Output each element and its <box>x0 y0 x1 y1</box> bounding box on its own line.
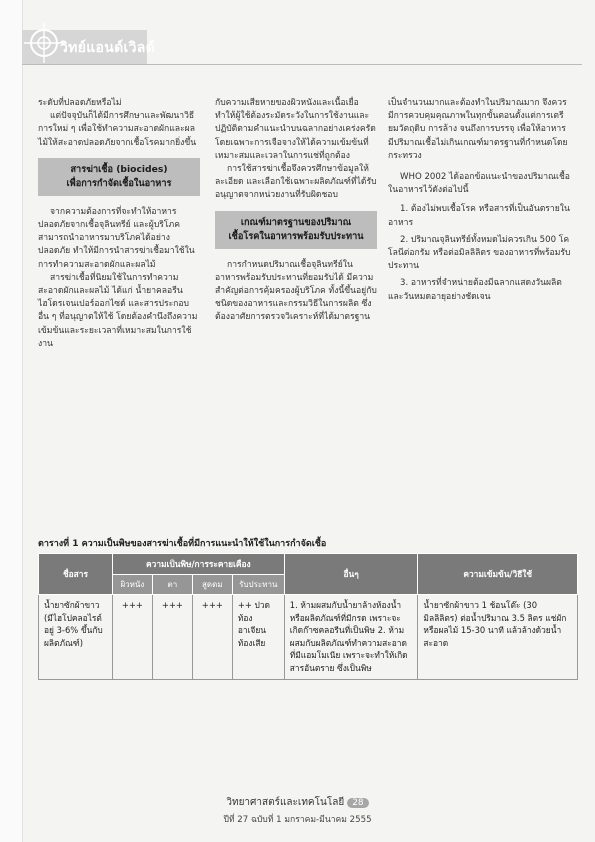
paragraph: สารฆ่าเชื้อที่นิยมใช้ในการทำความสะอาดผักและผลไม้ ได้แก่ น้ำยาคลอรีน ไฮโดรเจนเปอร์ออกไซด์ และสารประกอบอื่น ๆ ที่อนุญาตให้ใช้ โดยต้องคำนึงถึงความเข้มข้นและระยะเวลาที่เหมาะสมในการใช้งาน <box>38 272 198 349</box>
list-item: 2. ปริมาณจุลินทรีย์ทั้งหมดไม่ควรเกิน 500 โคโลนีต่อกรัม หรือต่อมิลลิลิตร ของอาหารที่พร้อมรับประทาน <box>388 234 571 272</box>
subheader-inhale: สูดดม <box>192 575 232 595</box>
paragraph: เป็นจำนวนมากและต้องทำในปริมาณมาก จึงควรมีการควบคุมคุณภาพในทุกขั้นตอนตั้งแต่การเตรียมวัตถุดิบ การล้าง จนถึงการบรรจุ เพื่อให้อาหารมีปริมาณเชื้อไม่เกินเกณฑ์มาตรฐานที่กำหนดโดยกระทรวง <box>388 98 568 161</box>
header-concentration: ความเข้มข้น/วิธีใช้ <box>418 554 578 595</box>
magazine-name: วิทยาศาสตร์และเทคโนโลยี <box>226 797 345 808</box>
subsection-heading-standards <box>215 211 377 249</box>
column-1 <box>38 97 200 351</box>
cell-name: น้ำยาซักผ้าขาว (มีไฮโปคลอไรต์อยู่ 3-6% ขึ้นกับผลิตภัณฑ์) <box>39 595 113 680</box>
header-toxicity: ความเป็นพิษ/การระคายเคือง <box>112 554 284 575</box>
paragraph: การกำหนดปริมาณเชื้อจุลินทรีย์ในอาหารพร้อมรับประทานที่ยอมรับได้ มีความสำคัญต่อการคุ้มครองผู้บริโภค ทั้งนี้ขึ้นอยู่กับชนิดของอาหารและกรรมวิธีในการผลิต ซึ่งต้องอาศัยการตรวจวิเคราะห์ที่ได้มาตรฐาน <box>215 259 377 323</box>
cell-other: 1. ห้ามผสมกับน้ำยาล้างห้องน้ำ หรือผลิตภัณฑ์ที่มีกรด เพราะจะเกิดก๊าซคลอรีนที่เป็นพิษ 2. ห้ามผสมกับผลิตภัณฑ์ทำความสะอาดที่มีแอมโมเนีย เพราะจะทำให้เกิดสารอันตราย ซึ่งเป็นพิษ <box>284 595 418 680</box>
header-name: ชื่อสาร <box>39 554 113 595</box>
subheader-eye: ตา <box>152 575 192 595</box>
paragraph: จากความต้องการที่จะทำให้อาหารปลอดภัยจากเชื้อจุลินทรีย์ และผู้บริโภคสามารถนำอาหารมาบริโภคได้อย่างปลอดภัย ทำให้มีการนำสารฆ่าเชื้อมาใช้ในการทำความสะอาดผักและผลไม้ <box>38 206 195 270</box>
who-paragraph: WHO 2002 ได้ออกข้อแนะนำของปริมาณเชื้อในอาหารไว้ดังต่อไปนี้ <box>388 172 570 196</box>
heading-line: สารฆ่าเชื้อ (biocides) <box>70 163 168 175</box>
subheader-ingest: รับประทาน <box>232 575 284 595</box>
section-title: วิทย์แอนด์เวิลด์ <box>60 40 156 56</box>
header-divider <box>22 64 582 65</box>
footer-magazine <box>0 795 595 810</box>
paragraph: การใช้สารฆ่าเชื้อจึงควรศึกษาข้อมูลให้ละเอียด และเลือกใช้เฉพาะผลิตภัณฑ์ที่ได้รับอนุญาตจากหน่วยงานที่รับผิดชอบ <box>215 164 377 201</box>
cell-inhale: +++ <box>192 595 232 680</box>
table-caption: ตารางที่ 1 ความเป็นพิษของสารฆ่าเชื้อที่มีการแนะนำให้ใช้ในการกำจัดเชื้อ <box>38 539 327 549</box>
column-3 <box>388 97 571 304</box>
toxicity-table <box>38 553 578 680</box>
heading-line: เพื่อการกำจัดเชื้อในอาหาร <box>66 177 172 189</box>
list-item: 1. ต้องไม่พบเชื้อโรค หรือสารที่เป็นอันตรายในอาหาร <box>388 204 570 228</box>
page-number: 28 <box>347 798 368 808</box>
cell-skin: +++ <box>112 595 152 680</box>
heading-line: เชื้อโรคในอาหารพร้อมรับประทาน <box>228 230 364 242</box>
left-margin-strip <box>0 0 23 842</box>
subsection-heading-biocides <box>38 158 200 196</box>
table-row <box>39 595 578 680</box>
footer-issue: ปีที่ 27 ฉบับที่ 1 มกราคม-มีนาคม 2555 <box>223 815 372 825</box>
paragraph: ระดับที่ปลอดภัยหรือไม่ <box>38 98 122 108</box>
column-2 <box>215 97 377 325</box>
heading-line: เกณฑ์มาตรฐานของปริมาณ <box>240 216 352 228</box>
paragraph: กับความเสียหายของผิวหนังและเนื้อเยื่อ ทำให้ผู้ใช้ต้องระมัดระวังในการใช้งานและปฏิบัติตามคำแนะนำบนฉลากอย่างเคร่งครัด โดยเฉพาะการเจือจางให้ได้ความเข้มข้นที่เหมาะสมและเวลาในการแช่ที่ถูกต้อง <box>215 98 376 161</box>
paragraph: แต่ปัจจุบันก็ได้มีการศึกษาและพัฒนาวิธีการใหม่ ๆ เพื่อใช้ทำความสะอาดผักและผลไม้ให้สะอาดปลอดภัยจากเชื้อโรคมากยิ่งขึ้น <box>38 111 197 148</box>
header-other: อื่นๆ <box>284 554 418 595</box>
cell-ingest: ++ ปวดท้อง อาเจียน ท้องเสีย <box>232 595 284 680</box>
cell-concentration: น้ำยาซักผ้าขาว 1 ช้อนโต๊ะ (30 มิลลิลิตร) ต่อน้ำปริมาณ 3.5 ลิตร แช่ผักหรือผลไม้ 15-30 นาที แล้วล้างด้วยน้ำสะอาด <box>418 595 578 680</box>
subheader-skin: ผิวหนัง <box>112 575 152 595</box>
list-item: 3. อาหารที่จำหน่ายต้องมีฉลากแสดงวันผลิตและวันหมดอายุอย่างชัดเจน <box>388 278 562 302</box>
cell-eye: +++ <box>152 595 192 680</box>
